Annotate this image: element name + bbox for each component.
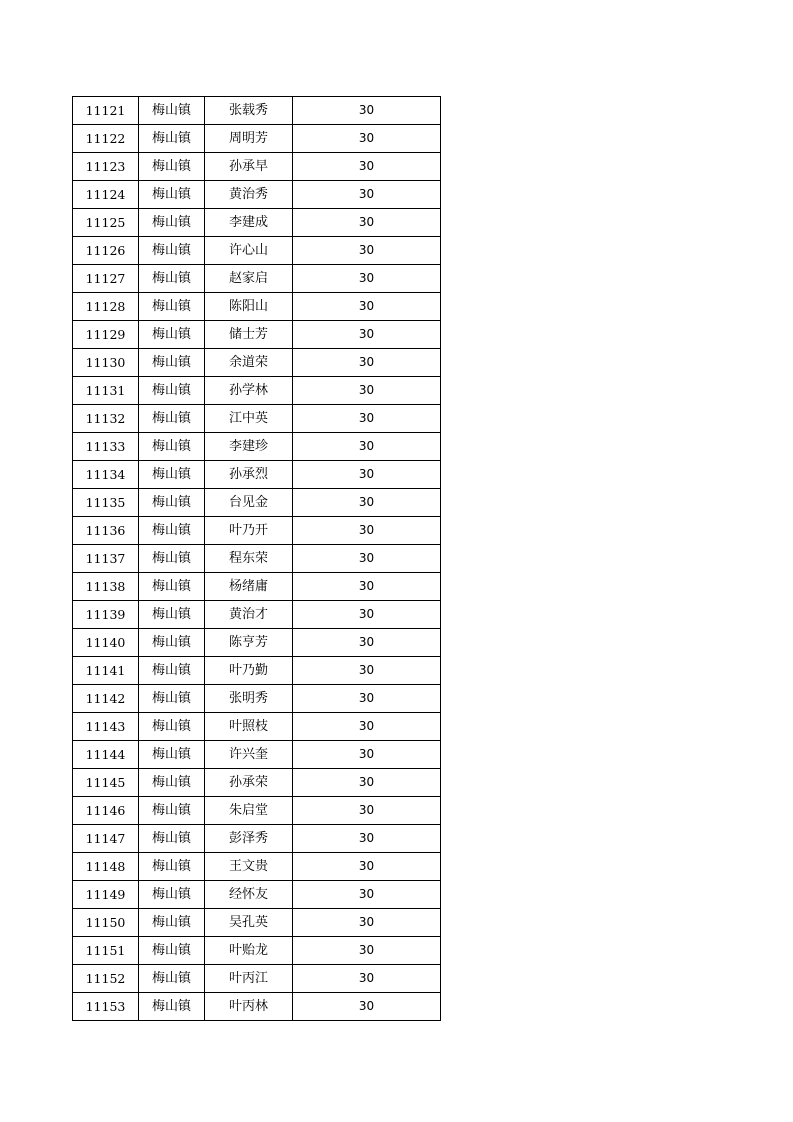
table-row xyxy=(73,853,441,881)
cell-name: 黄治秀 xyxy=(205,181,293,209)
cell-town: 梅山镇 xyxy=(139,769,205,797)
table-row xyxy=(73,825,441,853)
table-row xyxy=(73,601,441,629)
cell-id: 11132 xyxy=(73,405,139,433)
cell-name: 周明芳 xyxy=(205,125,293,153)
table-row xyxy=(73,741,441,769)
cell-town: 梅山镇 xyxy=(139,909,205,937)
cell-name: 储士芳 xyxy=(205,321,293,349)
cell-amount: 30 xyxy=(293,713,441,741)
table-row xyxy=(73,909,441,937)
cell-amount: 30 xyxy=(293,321,441,349)
cell-town: 梅山镇 xyxy=(139,433,205,461)
cell-town: 梅山镇 xyxy=(139,293,205,321)
cell-amount: 30 xyxy=(293,909,441,937)
cell-id: 11127 xyxy=(73,265,139,293)
cell-town: 梅山镇 xyxy=(139,853,205,881)
cell-name: 彭泽秀 xyxy=(205,825,293,853)
table-row xyxy=(73,433,441,461)
table-row xyxy=(73,349,441,377)
cell-id: 11130 xyxy=(73,349,139,377)
cell-town: 梅山镇 xyxy=(139,741,205,769)
cell-amount: 30 xyxy=(293,265,441,293)
cell-amount: 30 xyxy=(293,489,441,517)
cell-amount: 30 xyxy=(293,153,441,181)
cell-id: 11122 xyxy=(73,125,139,153)
cell-town: 梅山镇 xyxy=(139,937,205,965)
cell-id: 11121 xyxy=(73,97,139,125)
cell-id: 11142 xyxy=(73,685,139,713)
cell-name: 江中英 xyxy=(205,405,293,433)
table-row xyxy=(73,265,441,293)
cell-name: 李建珍 xyxy=(205,433,293,461)
cell-name: 张明秀 xyxy=(205,685,293,713)
cell-town: 梅山镇 xyxy=(139,237,205,265)
cell-amount: 30 xyxy=(293,545,441,573)
table-row xyxy=(73,293,441,321)
cell-amount: 30 xyxy=(293,685,441,713)
cell-name: 程东荣 xyxy=(205,545,293,573)
cell-amount: 30 xyxy=(293,125,441,153)
cell-id: 11129 xyxy=(73,321,139,349)
cell-amount: 30 xyxy=(293,601,441,629)
cell-name: 经怀友 xyxy=(205,881,293,909)
table-row xyxy=(73,97,441,125)
cell-name: 张载秀 xyxy=(205,97,293,125)
table-row xyxy=(73,993,441,1021)
cell-town: 梅山镇 xyxy=(139,881,205,909)
table-row xyxy=(73,937,441,965)
cell-amount: 30 xyxy=(293,741,441,769)
cell-id: 11140 xyxy=(73,629,139,657)
cell-amount: 30 xyxy=(293,293,441,321)
table-row xyxy=(73,573,441,601)
cell-amount: 30 xyxy=(293,937,441,965)
cell-amount: 30 xyxy=(293,881,441,909)
cell-id: 11124 xyxy=(73,181,139,209)
cell-id: 11150 xyxy=(73,909,139,937)
cell-id: 11141 xyxy=(73,657,139,685)
table-row xyxy=(73,713,441,741)
cell-id: 11137 xyxy=(73,545,139,573)
cell-id: 11144 xyxy=(73,741,139,769)
cell-name: 吴孔英 xyxy=(205,909,293,937)
table-row xyxy=(73,545,441,573)
table-row xyxy=(73,209,441,237)
cell-town: 梅山镇 xyxy=(139,97,205,125)
cell-amount: 30 xyxy=(293,181,441,209)
cell-name: 许心山 xyxy=(205,237,293,265)
cell-name: 叶乃勤 xyxy=(205,657,293,685)
cell-id: 11149 xyxy=(73,881,139,909)
cell-town: 梅山镇 xyxy=(139,489,205,517)
cell-id: 11136 xyxy=(73,517,139,545)
cell-amount: 30 xyxy=(293,461,441,489)
cell-id: 11123 xyxy=(73,153,139,181)
cell-town: 梅山镇 xyxy=(139,797,205,825)
cell-id: 11135 xyxy=(73,489,139,517)
cell-amount: 30 xyxy=(293,209,441,237)
table-row xyxy=(73,461,441,489)
cell-name: 叶贻龙 xyxy=(205,937,293,965)
cell-town: 梅山镇 xyxy=(139,965,205,993)
cell-name: 王文贵 xyxy=(205,853,293,881)
cell-id: 11146 xyxy=(73,797,139,825)
cell-town: 梅山镇 xyxy=(139,321,205,349)
cell-name: 叶照枝 xyxy=(205,713,293,741)
table-row xyxy=(73,405,441,433)
cell-town: 梅山镇 xyxy=(139,601,205,629)
cell-name: 陈亨芳 xyxy=(205,629,293,657)
cell-town: 梅山镇 xyxy=(139,629,205,657)
cell-name: 赵家启 xyxy=(205,265,293,293)
cell-id: 11133 xyxy=(73,433,139,461)
cell-name: 孙承烈 xyxy=(205,461,293,489)
table-row xyxy=(73,321,441,349)
cell-town: 梅山镇 xyxy=(139,377,205,405)
table-row xyxy=(73,181,441,209)
cell-amount: 30 xyxy=(293,993,441,1021)
cell-town: 梅山镇 xyxy=(139,545,205,573)
cell-town: 梅山镇 xyxy=(139,657,205,685)
cell-amount: 30 xyxy=(293,769,441,797)
cell-town: 梅山镇 xyxy=(139,153,205,181)
cell-amount: 30 xyxy=(293,573,441,601)
cell-town: 梅山镇 xyxy=(139,517,205,545)
cell-name: 叶丙江 xyxy=(205,965,293,993)
cell-town: 梅山镇 xyxy=(139,713,205,741)
cell-name: 许兴奎 xyxy=(205,741,293,769)
cell-town: 梅山镇 xyxy=(139,349,205,377)
cell-town: 梅山镇 xyxy=(139,993,205,1021)
cell-name: 杨绪庸 xyxy=(205,573,293,601)
cell-name: 黄治才 xyxy=(205,601,293,629)
cell-id: 11139 xyxy=(73,601,139,629)
table-row xyxy=(73,153,441,181)
cell-amount: 30 xyxy=(293,349,441,377)
cell-id: 11151 xyxy=(73,937,139,965)
cell-name: 孙承荣 xyxy=(205,769,293,797)
table-row xyxy=(73,797,441,825)
cell-amount: 30 xyxy=(293,853,441,881)
cell-name: 李建成 xyxy=(205,209,293,237)
data-table xyxy=(72,96,441,1021)
table-row xyxy=(73,965,441,993)
cell-amount: 30 xyxy=(293,657,441,685)
cell-town: 梅山镇 xyxy=(139,573,205,601)
cell-id: 11148 xyxy=(73,853,139,881)
cell-id: 11134 xyxy=(73,461,139,489)
cell-name: 孙承早 xyxy=(205,153,293,181)
cell-name: 陈阳山 xyxy=(205,293,293,321)
cell-amount: 30 xyxy=(293,433,441,461)
cell-amount: 30 xyxy=(293,377,441,405)
cell-amount: 30 xyxy=(293,797,441,825)
table-row xyxy=(73,657,441,685)
cell-id: 11143 xyxy=(73,713,139,741)
cell-name: 台见金 xyxy=(205,489,293,517)
cell-town: 梅山镇 xyxy=(139,825,205,853)
table-row xyxy=(73,629,441,657)
cell-name: 叶丙林 xyxy=(205,993,293,1021)
cell-id: 11128 xyxy=(73,293,139,321)
cell-town: 梅山镇 xyxy=(139,461,205,489)
cell-id: 11153 xyxy=(73,993,139,1021)
cell-id: 11152 xyxy=(73,965,139,993)
cell-town: 梅山镇 xyxy=(139,685,205,713)
cell-amount: 30 xyxy=(293,825,441,853)
table-row xyxy=(73,769,441,797)
cell-amount: 30 xyxy=(293,965,441,993)
cell-name: 余道荣 xyxy=(205,349,293,377)
table-row xyxy=(73,125,441,153)
table-row xyxy=(73,489,441,517)
cell-amount: 30 xyxy=(293,97,441,125)
cell-name: 朱启堂 xyxy=(205,797,293,825)
table-row xyxy=(73,881,441,909)
cell-id: 11145 xyxy=(73,769,139,797)
table-row xyxy=(73,237,441,265)
cell-town: 梅山镇 xyxy=(139,405,205,433)
cell-town: 梅山镇 xyxy=(139,209,205,237)
cell-town: 梅山镇 xyxy=(139,125,205,153)
cell-town: 梅山镇 xyxy=(139,181,205,209)
cell-id: 11126 xyxy=(73,237,139,265)
cell-id: 11138 xyxy=(73,573,139,601)
cell-name: 叶乃开 xyxy=(205,517,293,545)
cell-id: 11131 xyxy=(73,377,139,405)
table-row xyxy=(73,685,441,713)
cell-id: 11147 xyxy=(73,825,139,853)
table-body xyxy=(73,97,441,1021)
cell-name: 孙学林 xyxy=(205,377,293,405)
cell-id: 11125 xyxy=(73,209,139,237)
cell-amount: 30 xyxy=(293,405,441,433)
cell-amount: 30 xyxy=(293,629,441,657)
table-row xyxy=(73,377,441,405)
cell-town: 梅山镇 xyxy=(139,265,205,293)
table-row xyxy=(73,517,441,545)
cell-amount: 30 xyxy=(293,517,441,545)
cell-amount: 30 xyxy=(293,237,441,265)
